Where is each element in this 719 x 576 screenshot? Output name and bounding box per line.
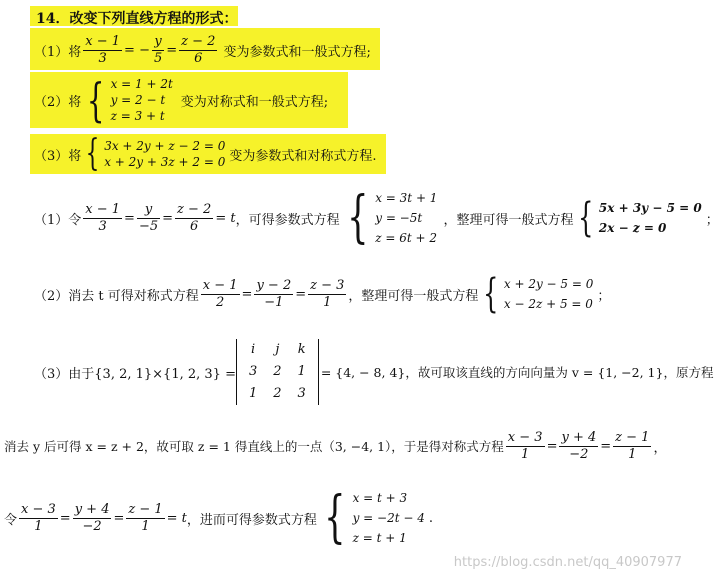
s5-mid: ，进而可得参数式方程 (186, 512, 317, 528)
s1-param-system: x = 3t + 1 y = −5t z = 6t + 2 (375, 191, 438, 245)
s3-after: = {4, − 8, 4}，故可取该直线的方向向量为 v = {1, −2, 1}，原方程 (320, 365, 714, 380)
s1-fraction-y: $\frac{y}{-5}$ (138, 201, 159, 234)
p2-system: x = 1 + 2t y = 2 − t z = 3 + t (110, 77, 173, 123)
s3-determinant: i j k 3 2 1 1 2 3 (236, 339, 319, 405)
s4-fraction-x: $\frac{x - 3}{1}$ (507, 429, 543, 462)
s5-end: . (428, 510, 433, 526)
solution-1 (34, 186, 719, 250)
s1-fraction-x: $\frac{x - 1}{3}$ (85, 201, 121, 234)
s1-fraction-z: $\frac{z - 2}{6}$ (177, 201, 212, 234)
s1-eq-t: = t (215, 210, 236, 226)
p1-tail: 变为参数式和一般式方程; (223, 44, 371, 60)
s2-fraction-z: $\frac{z - 3}{1}$ (310, 277, 345, 310)
p3-label: （3）将 (34, 148, 82, 164)
s3-label: （3）由于{3, 2, 1}×{1, 2, 3} = (34, 366, 236, 382)
s2-mid: ，整理可得一般式方程 (348, 288, 479, 304)
s4-fraction-y: $\frac{y + 4}{-2}$ (561, 429, 597, 462)
s2-general-brace: { (483, 271, 499, 317)
solution-3 (34, 334, 713, 410)
s2-eq-a: = (241, 286, 253, 302)
s2-general-system: x + 2y − 5 = 0 x − 2z + 5 = 0 (503, 277, 594, 311)
p1-fraction-z: $\frac{z - 2}{6}$ (181, 33, 216, 66)
s4-text: 消去 y 后可得 x = z + 2，故可取 z = 1 得直线上的一点（3, −4, 1），于是得对称式方程 (4, 439, 504, 454)
solution-5 (4, 486, 433, 550)
s1-general-brace: { (578, 195, 594, 241)
p1-label: （1）将 (34, 44, 82, 60)
problem-part-3 (34, 133, 377, 174)
s5-param-brace: { (324, 485, 346, 550)
s4-fraction-z: $\frac{z - 1}{1}$ (615, 429, 650, 462)
p2-label: （2）将 (34, 94, 82, 110)
p2-brace: { (87, 73, 105, 127)
s1-mid2: ，整理可得一般式方程 (443, 212, 574, 228)
s1-general-system: 5x + 3y − 5 = 0 2x − z = 0 (598, 201, 702, 235)
p1-fraction-x: $\frac{x - 1}{3}$ (85, 33, 121, 66)
s5-label: 令 (4, 512, 18, 528)
watermark: https://blog.csdn.net/qq_40907977 (453, 555, 682, 570)
s5-fraction-y: $\frac{y + 4}{-2}$ (74, 501, 110, 534)
p1-equals-2: = (166, 42, 178, 58)
p1-fraction-y: $\frac{y}{5}$ (153, 33, 163, 66)
solution-4 (4, 424, 666, 468)
s5-fraction-z: $\frac{z - 1}{1}$ (128, 501, 163, 534)
solution-2 (34, 272, 610, 316)
s1-end: ； (705, 212, 719, 228)
p1-equals-1: = − (124, 42, 150, 58)
s1-label: （1）令 (34, 212, 82, 228)
s5-eq-b: = (113, 510, 125, 526)
s2-fraction-x: $\frac{x - 1}{2}$ (202, 277, 238, 310)
s4-eq-a: = (546, 438, 558, 454)
s5-fraction-x: $\frac{x - 3}{1}$ (21, 501, 56, 534)
s5-eq-t: = t (166, 510, 187, 526)
s1-mid: ，可得参数式方程 (235, 212, 340, 228)
s2-label: （2）消去 t 可得对称式方程 (34, 288, 199, 304)
s4-eq-b: = (600, 438, 612, 454)
s5-param-system: x = t + 3 y = −2t − 4 z = t + 1 (352, 491, 425, 545)
s1-param-brace: { (346, 185, 369, 250)
s2-fraction-y: $\frac{y - 2}{-1}$ (256, 277, 292, 310)
p3-brace: { (85, 133, 100, 174)
p2-tail: 变为对称式和一般式方程; (180, 94, 329, 110)
problem-part-1 (34, 30, 371, 70)
s2-end: ； (597, 288, 611, 304)
s1-eq-a: = (124, 210, 135, 226)
p3-system: 3x + 2y + z − 2 = 0 x + 2y + 3z + 2 = 0 (104, 139, 226, 169)
s2-eq-b: = (295, 286, 307, 302)
problem-part-2 (34, 74, 328, 126)
s4-end: ， (653, 440, 667, 456)
p3-tail: 变为参数式和对称式方程. (229, 148, 377, 164)
problem-title: 14．改变下列直线方程的形式： (36, 11, 238, 27)
s5-eq-a: = (59, 510, 71, 526)
s1-eq-b: = (162, 210, 174, 226)
